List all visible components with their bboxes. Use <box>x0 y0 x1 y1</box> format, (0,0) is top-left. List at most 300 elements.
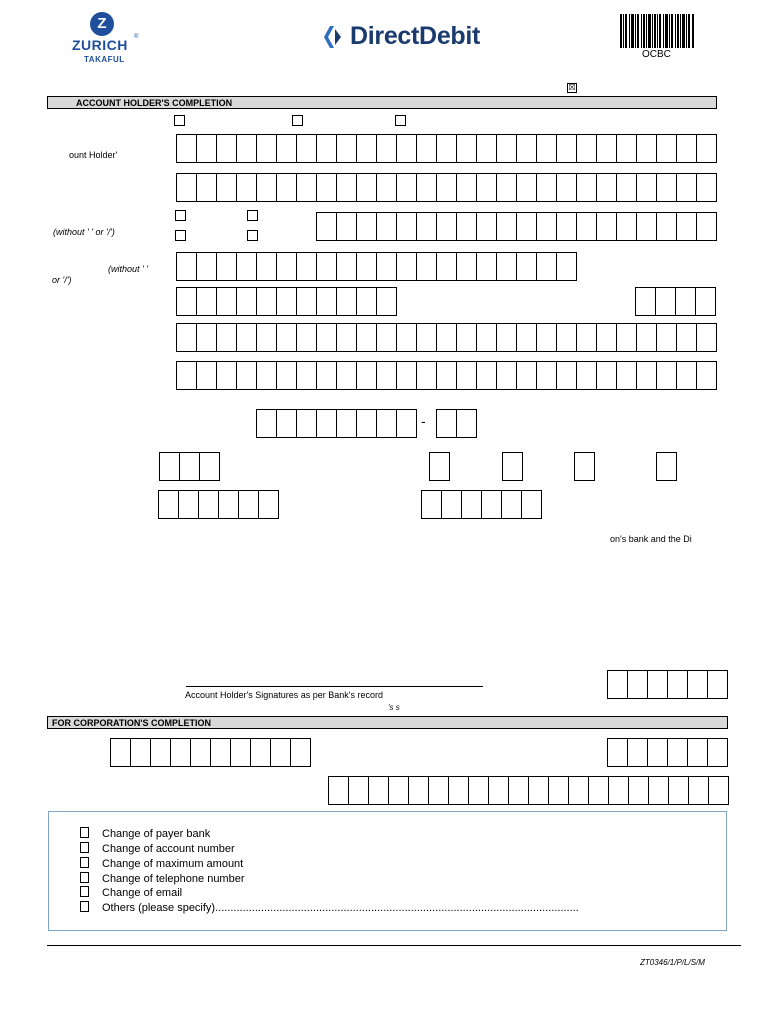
character-box[interactable] <box>457 212 477 241</box>
character-box[interactable] <box>397 173 417 202</box>
character-box[interactable] <box>417 323 437 352</box>
character-box[interactable] <box>422 490 442 519</box>
character-box[interactable] <box>597 173 617 202</box>
character-box[interactable] <box>197 361 217 390</box>
character-box[interactable] <box>217 323 237 352</box>
takaful-label: TAKAFUL <box>84 55 125 64</box>
character-box[interactable] <box>291 738 311 767</box>
character-box[interactable] <box>357 173 377 202</box>
character-box[interactable] <box>677 323 697 352</box>
form-code: ZT0346/1/P/L/S/M <box>640 958 705 967</box>
character-box[interactable] <box>297 134 317 163</box>
single-box-input[interactable] <box>502 452 523 481</box>
character-box[interactable] <box>522 490 542 519</box>
character-box[interactable] <box>688 670 708 699</box>
character-box[interactable] <box>457 323 477 352</box>
character-box[interactable] <box>337 134 357 163</box>
character-box[interactable] <box>217 287 237 316</box>
character-box[interactable] <box>676 287 696 316</box>
character-box[interactable] <box>337 287 357 316</box>
signature-sub-label: 's s <box>388 703 400 712</box>
signature-label: Account Holder's Signatures as per Bank's record <box>185 690 384 700</box>
character-box[interactable] <box>617 323 637 352</box>
character-box[interactable] <box>657 323 677 352</box>
id-type-checkbox[interactable] <box>175 210 186 221</box>
character-box[interactable] <box>377 287 397 316</box>
character-box[interactable] <box>537 323 557 352</box>
character-box[interactable] <box>437 173 457 202</box>
character-box[interactable] <box>317 252 337 281</box>
character-box[interactable] <box>177 361 197 390</box>
character-box[interactable] <box>377 134 397 163</box>
character-box[interactable] <box>349 776 369 805</box>
character-box[interactable] <box>469 776 489 805</box>
character-box[interactable] <box>177 173 197 202</box>
character-box[interactable] <box>437 134 457 163</box>
character-box[interactable] <box>191 738 211 767</box>
character-box[interactable] <box>409 776 429 805</box>
corporation-field-input[interactable] <box>110 738 311 767</box>
character-box[interactable] <box>557 134 577 163</box>
character-box[interactable] <box>557 323 577 352</box>
character-box[interactable] <box>317 409 337 438</box>
format-note: or '/') <box>52 275 72 285</box>
character-box[interactable] <box>277 252 297 281</box>
character-box[interactable] <box>171 738 191 767</box>
character-box[interactable] <box>617 361 637 390</box>
character-box[interactable] <box>369 776 389 805</box>
character-box[interactable] <box>628 670 648 699</box>
reason-checkbox[interactable] <box>80 857 89 868</box>
character-box[interactable] <box>668 738 688 767</box>
character-box[interactable] <box>429 776 449 805</box>
character-box[interactable] <box>442 490 462 519</box>
character-box[interactable] <box>397 134 417 163</box>
character-box[interactable] <box>462 490 482 519</box>
character-box[interactable] <box>669 776 689 805</box>
character-box[interactable] <box>597 323 617 352</box>
character-box[interactable] <box>537 173 557 202</box>
character-box[interactable] <box>657 361 677 390</box>
character-box[interactable] <box>697 361 717 390</box>
single-box-input[interactable] <box>574 452 595 481</box>
character-box[interactable] <box>677 134 697 163</box>
character-box[interactable] <box>637 134 657 163</box>
character-box[interactable] <box>257 323 277 352</box>
character-box[interactable] <box>636 287 656 316</box>
character-box[interactable] <box>648 670 668 699</box>
character-box[interactable] <box>656 287 676 316</box>
character-box[interactable] <box>497 252 517 281</box>
character-box[interactable] <box>497 212 517 241</box>
character-box[interactable] <box>237 252 257 281</box>
character-box[interactable] <box>577 173 597 202</box>
checked-checkbox[interactable]: ☒ <box>568 83 576 92</box>
character-box[interactable] <box>477 173 497 202</box>
character-box[interactable] <box>577 323 597 352</box>
character-box[interactable] <box>277 173 297 202</box>
character-box[interactable] <box>497 173 517 202</box>
character-box[interactable] <box>697 134 717 163</box>
reason-label: Others (please specify)....................................................................................................................... <box>102 902 579 914</box>
character-box[interactable] <box>257 361 277 390</box>
character-box[interactable] <box>257 134 277 163</box>
character-box[interactable] <box>357 409 377 438</box>
corporation-date-input[interactable] <box>607 738 728 767</box>
character-box[interactable] <box>257 252 277 281</box>
character-box[interactable] <box>237 361 257 390</box>
character-box[interactable] <box>297 323 317 352</box>
character-box[interactable] <box>357 212 377 241</box>
character-box[interactable] <box>389 776 409 805</box>
character-box[interactable] <box>397 409 417 438</box>
character-box[interactable] <box>575 452 595 481</box>
reference-suffix-input[interactable] <box>436 409 477 438</box>
character-box[interactable] <box>357 323 377 352</box>
reason-label: Change of payer bank <box>102 828 211 840</box>
character-box[interactable] <box>477 134 497 163</box>
character-box[interactable] <box>297 409 317 438</box>
option-checkbox[interactable] <box>174 115 185 126</box>
reason-others[interactable] <box>80 902 579 914</box>
character-box[interactable] <box>337 361 357 390</box>
character-box[interactable] <box>160 452 180 481</box>
character-box[interactable] <box>277 134 297 163</box>
character-box[interactable] <box>517 323 537 352</box>
character-box[interactable] <box>337 252 357 281</box>
character-box[interactable] <box>449 776 469 805</box>
character-box[interactable] <box>337 323 357 352</box>
format-note: (without ' ' <box>108 264 148 274</box>
character-box[interactable] <box>437 409 457 438</box>
character-box[interactable] <box>629 776 649 805</box>
date-input[interactable] <box>158 490 279 519</box>
account-holder-name-input[interactable] <box>176 134 717 163</box>
reason-label: Change of maximum amount <box>102 858 244 870</box>
character-box[interactable] <box>637 323 657 352</box>
character-box[interactable] <box>237 173 257 202</box>
character-box[interactable] <box>577 134 597 163</box>
character-box[interactable] <box>377 361 397 390</box>
character-box[interactable] <box>211 738 231 767</box>
character-box[interactable] <box>657 452 677 481</box>
character-box[interactable] <box>497 361 517 390</box>
character-box[interactable] <box>397 323 417 352</box>
character-box[interactable] <box>179 490 199 519</box>
character-box[interactable] <box>457 409 477 438</box>
character-box[interactable] <box>297 361 317 390</box>
character-box[interactable] <box>277 287 297 316</box>
character-box[interactable] <box>217 252 237 281</box>
character-box[interactable] <box>697 173 717 202</box>
character-box[interactable] <box>357 252 377 281</box>
character-box[interactable] <box>297 287 317 316</box>
character-box[interactable] <box>657 134 677 163</box>
character-box[interactable] <box>677 361 697 390</box>
account-holder-name-input-line-2[interactable] <box>176 173 717 202</box>
character-box[interactable] <box>317 287 337 316</box>
character-box[interactable] <box>457 361 477 390</box>
short-code-input[interactable] <box>635 287 716 316</box>
character-box[interactable] <box>617 134 637 163</box>
character-box[interactable] <box>219 490 239 519</box>
character-box[interactable] <box>503 452 523 481</box>
character-box[interactable] <box>231 738 251 767</box>
reason-checkbox[interactable] <box>80 901 89 912</box>
character-box[interactable] <box>517 212 537 241</box>
character-box[interactable] <box>608 670 628 699</box>
character-box[interactable] <box>617 212 637 241</box>
character-box[interactable] <box>317 212 337 241</box>
bank-code: OCBC <box>642 49 671 60</box>
character-box[interactable] <box>689 776 709 805</box>
character-box[interactable] <box>509 776 529 805</box>
zurich-logo-name: ZURICH <box>72 37 128 53</box>
character-box[interactable] <box>617 173 637 202</box>
character-box[interactable] <box>457 173 477 202</box>
character-box[interactable] <box>259 490 279 519</box>
character-box[interactable] <box>237 134 257 163</box>
character-box[interactable] <box>377 173 397 202</box>
signature-line[interactable] <box>186 686 483 687</box>
reference-number-input[interactable] <box>256 409 417 438</box>
character-box[interactable] <box>377 409 397 438</box>
id-type-checkbox[interactable] <box>175 230 186 241</box>
character-box[interactable] <box>557 361 577 390</box>
character-box[interactable] <box>357 287 377 316</box>
character-box[interactable] <box>397 361 417 390</box>
character-box[interactable] <box>297 173 317 202</box>
reason-checkbox[interactable] <box>80 886 89 897</box>
character-box[interactable] <box>608 738 628 767</box>
reason-label: Change of account number <box>102 843 235 855</box>
character-box[interactable] <box>437 212 457 241</box>
character-box[interactable] <box>417 212 437 241</box>
character-box[interactable] <box>549 776 569 805</box>
reason-change-email[interactable] <box>80 887 182 899</box>
character-box[interactable] <box>357 361 377 390</box>
character-box[interactable] <box>257 173 277 202</box>
character-box[interactable] <box>277 409 297 438</box>
character-box[interactable] <box>677 173 697 202</box>
character-box[interactable] <box>517 252 537 281</box>
character-box[interactable] <box>199 490 219 519</box>
character-box[interactable] <box>708 738 728 767</box>
character-box[interactable] <box>609 776 629 805</box>
character-box[interactable] <box>597 212 617 241</box>
character-box[interactable] <box>529 776 549 805</box>
character-box[interactable] <box>497 134 517 163</box>
character-box[interactable] <box>589 776 609 805</box>
character-box[interactable] <box>577 212 597 241</box>
bank-notice-text: on's bank and the Di <box>610 534 692 544</box>
character-box[interactable] <box>180 452 200 481</box>
direct-debit-logo-text: DirectDebit <box>350 22 481 50</box>
character-box[interactable] <box>557 252 577 281</box>
reason-label: Change of telephone number <box>102 873 245 885</box>
dash-separator: - <box>421 413 426 429</box>
character-box[interactable] <box>197 134 217 163</box>
character-box[interactable] <box>377 323 397 352</box>
character-box[interactable] <box>251 738 271 767</box>
character-box[interactable] <box>377 212 397 241</box>
reason-change-maximum-amount[interactable] <box>80 858 243 870</box>
character-box[interactable] <box>177 252 197 281</box>
character-box[interactable] <box>537 361 557 390</box>
character-box[interactable] <box>628 738 648 767</box>
character-box[interactable] <box>557 212 577 241</box>
character-box[interactable] <box>377 252 397 281</box>
character-box[interactable] <box>477 252 497 281</box>
character-box[interactable] <box>337 409 357 438</box>
character-box[interactable] <box>217 134 237 163</box>
character-box[interactable] <box>177 134 197 163</box>
character-box[interactable] <box>517 173 537 202</box>
character-box[interactable] <box>200 452 220 481</box>
character-box[interactable] <box>668 670 688 699</box>
direct-debit-logo-icon <box>323 25 345 49</box>
character-box[interactable] <box>517 361 537 390</box>
character-box[interactable] <box>397 252 417 281</box>
signature-date-input[interactable] <box>607 670 728 699</box>
character-box[interactable] <box>477 323 497 352</box>
character-box[interactable] <box>677 212 697 241</box>
character-box[interactable] <box>489 776 509 805</box>
email-input-line-2[interactable] <box>176 361 717 390</box>
section-header-account-holder: ACCOUNT HOLDER'S COMPLETION <box>47 96 717 109</box>
character-box[interactable] <box>537 212 557 241</box>
character-box[interactable] <box>637 361 657 390</box>
character-box[interactable] <box>537 252 557 281</box>
character-box[interactable] <box>497 323 517 352</box>
reason-change-payer-bank[interactable] <box>80 828 210 840</box>
zurich-logo-mark: Z <box>90 12 114 36</box>
character-box[interactable] <box>317 173 337 202</box>
character-box[interactable] <box>477 212 497 241</box>
option-checkbox[interactable] <box>292 115 303 126</box>
character-box[interactable] <box>697 212 717 241</box>
single-box-input[interactable] <box>656 452 677 481</box>
character-box[interactable] <box>337 212 357 241</box>
character-box[interactable] <box>482 490 502 519</box>
character-box[interactable] <box>111 738 131 767</box>
character-box[interactable] <box>177 287 197 316</box>
character-box[interactable] <box>257 409 277 438</box>
format-note: (without ' ' or '/') <box>53 227 115 237</box>
character-box[interactable] <box>197 173 217 202</box>
reason-change-telephone-number[interactable] <box>80 873 245 885</box>
character-box[interactable] <box>657 173 677 202</box>
reason-checkbox[interactable] <box>80 827 89 838</box>
character-box[interactable] <box>649 776 669 805</box>
character-box[interactable] <box>477 361 497 390</box>
id-type-checkbox[interactable] <box>247 210 258 221</box>
character-box[interactable] <box>337 173 357 202</box>
character-box[interactable] <box>417 252 437 281</box>
character-box[interactable] <box>197 323 217 352</box>
character-box[interactable] <box>417 173 437 202</box>
character-box[interactable] <box>297 252 317 281</box>
character-box[interactable] <box>317 323 337 352</box>
character-box[interactable] <box>217 173 237 202</box>
barcode <box>620 14 694 48</box>
character-box[interactable] <box>597 361 617 390</box>
character-box[interactable] <box>317 134 337 163</box>
character-box[interactable] <box>177 323 197 352</box>
section-header-corporation: FOR CORPORATION'S COMPLETION <box>47 716 728 729</box>
small-code-input[interactable] <box>159 452 220 481</box>
character-box[interactable] <box>151 738 171 767</box>
character-box[interactable] <box>430 452 450 481</box>
date-input[interactable] <box>421 490 542 519</box>
character-box[interactable] <box>417 361 437 390</box>
character-box[interactable] <box>437 252 457 281</box>
character-box[interactable] <box>277 361 297 390</box>
character-box[interactable] <box>239 490 259 519</box>
character-box[interactable] <box>688 738 708 767</box>
character-box[interactable] <box>709 776 729 805</box>
reason-checkbox[interactable] <box>80 842 89 853</box>
registered-mark: ® <box>134 34 139 40</box>
character-box[interactable] <box>708 670 728 699</box>
character-box[interactable] <box>271 738 291 767</box>
character-box[interactable] <box>597 134 617 163</box>
character-box[interactable] <box>317 361 337 390</box>
character-box[interactable] <box>437 323 457 352</box>
character-box[interactable] <box>277 323 297 352</box>
account-number-input[interactable] <box>176 252 577 281</box>
character-box[interactable] <box>237 323 257 352</box>
character-box[interactable] <box>417 134 437 163</box>
character-box[interactable] <box>648 738 668 767</box>
character-box[interactable] <box>697 323 717 352</box>
character-box[interactable] <box>577 361 597 390</box>
reason-checkbox[interactable] <box>80 872 89 883</box>
character-box[interactable] <box>457 252 477 281</box>
character-box[interactable] <box>557 173 577 202</box>
character-box[interactable] <box>637 212 657 241</box>
id-type-checkbox[interactable] <box>247 230 258 241</box>
character-box[interactable] <box>457 134 477 163</box>
footer-divider <box>47 945 741 946</box>
single-box-input[interactable] <box>429 452 450 481</box>
telephone-input[interactable] <box>176 287 397 316</box>
character-box[interactable] <box>197 252 217 281</box>
email-input[interactable] <box>176 323 717 352</box>
character-box[interactable] <box>502 490 522 519</box>
character-box[interactable] <box>437 361 457 390</box>
reason-change-account-number[interactable] <box>80 843 235 855</box>
character-box[interactable] <box>237 287 257 316</box>
character-box[interactable] <box>397 212 417 241</box>
character-box[interactable] <box>537 134 557 163</box>
corporation-name-input[interactable] <box>328 776 729 805</box>
character-box[interactable] <box>517 134 537 163</box>
character-box[interactable] <box>217 361 237 390</box>
character-box[interactable] <box>657 212 677 241</box>
id-number-input[interactable] <box>316 212 717 241</box>
character-box[interactable] <box>197 287 217 316</box>
option-checkbox[interactable] <box>395 115 406 126</box>
character-box[interactable] <box>329 776 349 805</box>
character-box[interactable] <box>696 287 716 316</box>
character-box[interactable] <box>257 287 277 316</box>
character-box[interactable] <box>131 738 151 767</box>
character-box[interactable] <box>637 173 657 202</box>
character-box[interactable] <box>159 490 179 519</box>
character-box[interactable] <box>569 776 589 805</box>
character-box[interactable] <box>357 134 377 163</box>
